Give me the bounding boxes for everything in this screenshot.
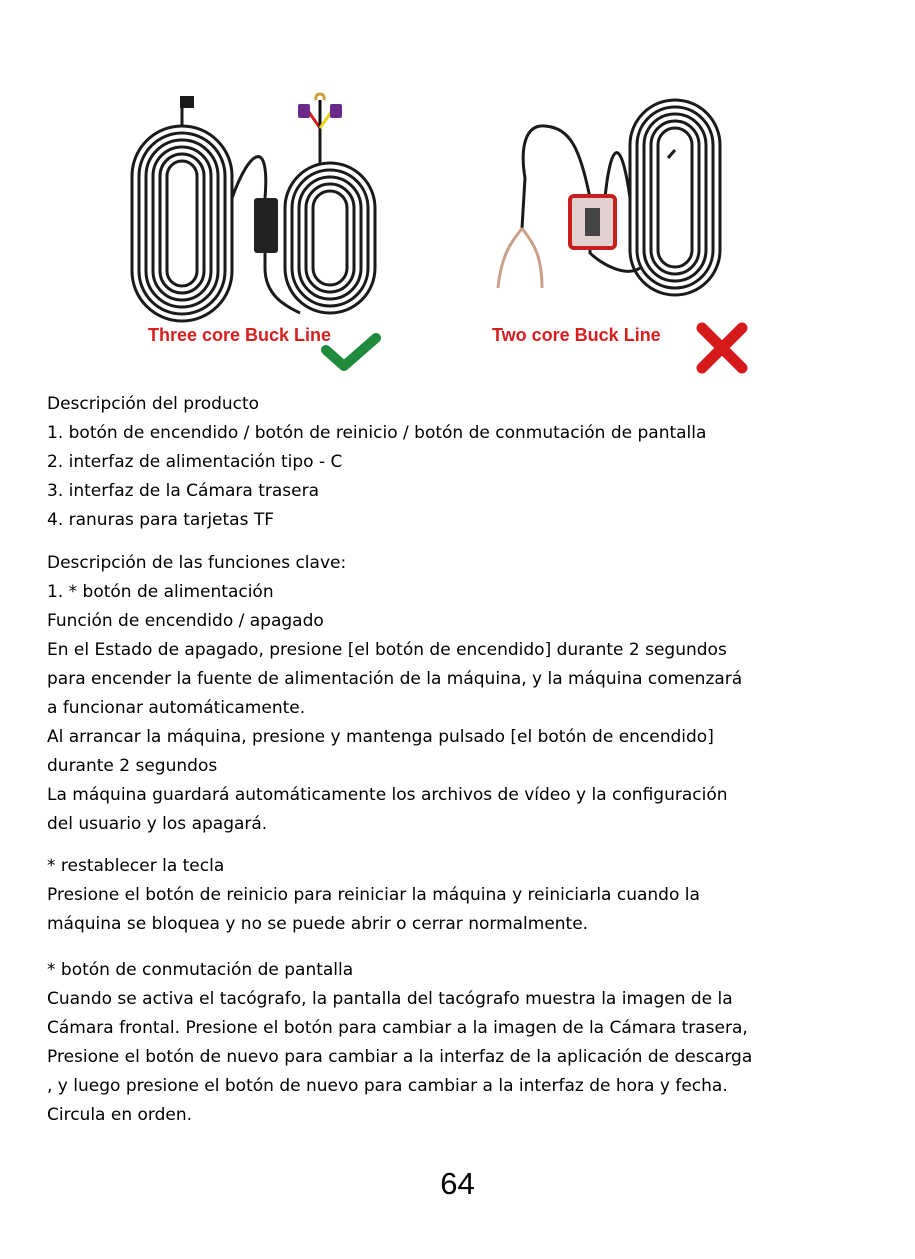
reset-key-line: * restablecer la tecla [47, 856, 225, 876]
product-description-item: 2. interfaz de alimentación tipo - C [47, 452, 343, 472]
key-functions-line: Al arrancar la máquina, presione y mantenga pulsado [el botón de encendido] [47, 727, 714, 747]
three-core-label: Three core Buck Line [148, 325, 332, 345]
product-description-heading: Descripción del producto [47, 394, 260, 414]
screen-switch-line: , y luego presione el botón de nuevo para cambiar a la interfaz de hora y fecha. [47, 1076, 728, 1096]
product-description-item: 1. botón de encendido / botón de reinicio / botón de conmutación de pantalla [47, 423, 707, 443]
screen-switch-line: Presione el botón de nuevo para cambiar a la interfaz de la aplicación de descarga [47, 1047, 753, 1067]
reset-key-line: Presione el botón de reinicio para reiniciar la máquina y reiniciarla cuando la [47, 885, 700, 905]
key-functions-line: a funcionar automáticamente. [47, 698, 306, 718]
check-mark-icon [320, 332, 382, 374]
three-core-buck-line-figure [120, 88, 400, 388]
key-functions-line: 1. * botón de alimentación [47, 582, 274, 602]
screen-switch-line: Circula en orden. [47, 1105, 193, 1125]
key-functions-line: para encender la fuente de alimentación de la máquina, y la máquina comenzará [47, 669, 743, 689]
screen-switch-line: * botón de conmutación de pantalla [47, 960, 354, 980]
product-description-item: 4. ranuras para tarjetas TF [47, 510, 275, 530]
cross-mark-icon [694, 320, 750, 376]
key-functions-line: La máquina guardará automáticamente los archivos de vídeo y la configuración [47, 785, 728, 805]
page-number: 64 [440, 1166, 475, 1201]
key-functions-line: En el Estado de apagado, presione [el botón de encendido] durante 2 segundos [47, 640, 727, 660]
reset-key-line: máquina se bloquea y no se puede abrir o cerrar normalmente. [47, 914, 589, 934]
product-description-item: 3. interfaz de la Cámara trasera [47, 481, 320, 501]
key-functions-line: durante 2 segundos [47, 756, 218, 776]
two-core-buck-line-figure [480, 88, 770, 388]
reset-key-section [47, 852, 877, 939]
screen-switch-section [47, 956, 877, 1130]
key-functions-section [47, 549, 877, 839]
key-functions-line: del usuario y los apagará. [47, 814, 268, 834]
screen-switch-line: Cuando se activa el tacógrafo, la pantalla del tacógrafo muestra la imagen de la [47, 989, 733, 1009]
key-functions-line: Función de encendido / apagado [47, 611, 324, 631]
product-description-section [47, 390, 877, 535]
two-core-label: Two core Buck Line [492, 325, 661, 345]
key-functions-heading: Descripción de las funciones clave: [47, 553, 347, 573]
screen-switch-line: Cámara frontal. Presione el botón para cambiar a la imagen de la Cámara trasera, [47, 1018, 748, 1038]
